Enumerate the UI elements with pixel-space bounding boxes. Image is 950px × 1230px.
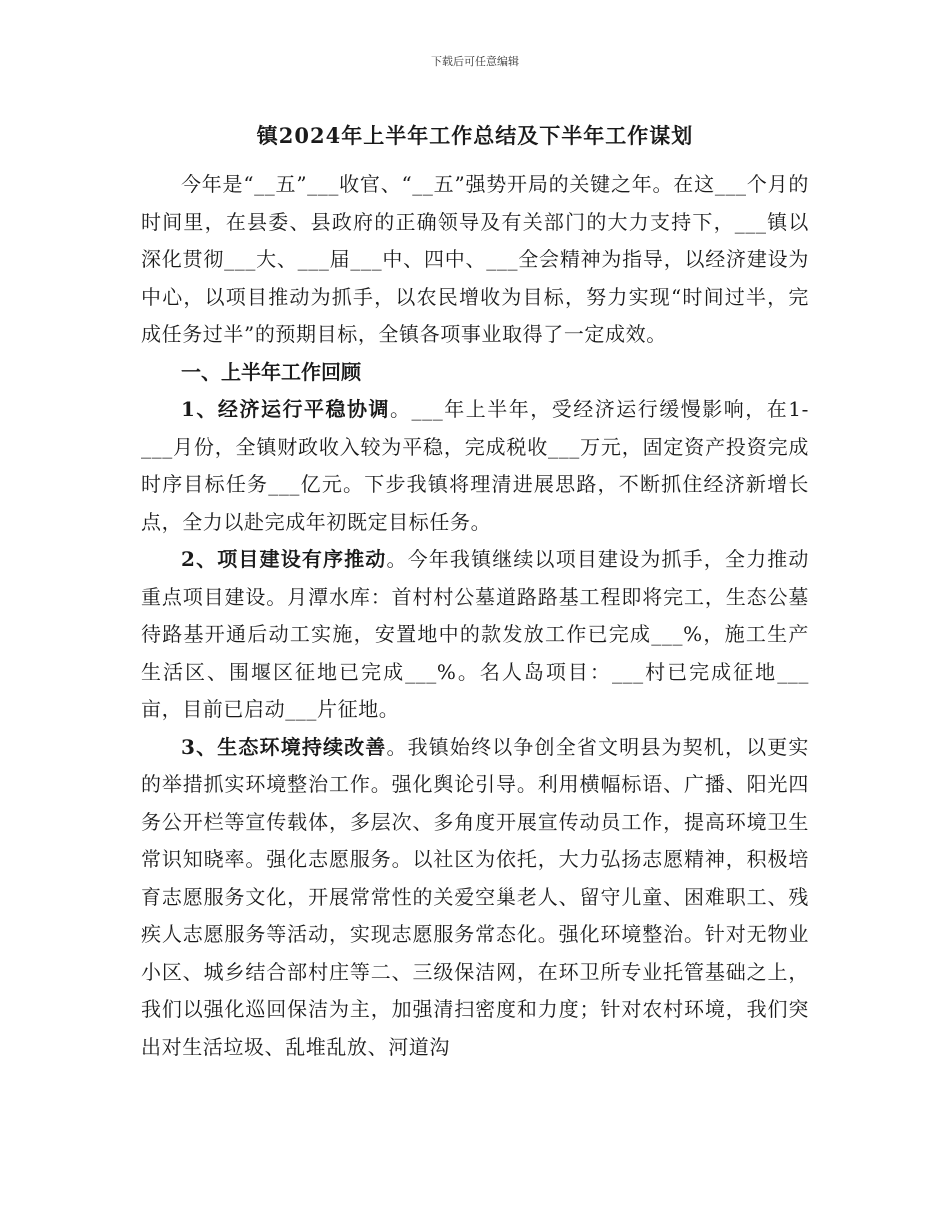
item-projects-lead: 2、项目建设有序推动: [181, 547, 387, 571]
item-environment: [141, 729, 809, 1067]
section-heading-review: 一、上半年工作回顾: [181, 359, 361, 384]
item-economy: [141, 391, 809, 541]
item-projects-body: 。今年我镇继续以项目建设为抓手，全力推动重点项目建设。月潭水库：首村村公墓道路路基工程即将完工，生态公墓待路基开通后动工实施，安置地中的款发放工作已完成___%，施工生产生活区、围堰区征地已完成___%。名人岛项目：___村已完成征地___亩，目前已启动___片征地。: [141, 547, 810, 721]
header-note: 下载后可任意编辑: [431, 55, 519, 68]
intro-paragraph: 今年是“__五”___收官、“__五”强势开局的关键之年。在这___个月的时间里，在县委、县政府的正确领导及有关部门的大力支持下，___镇以深化贯彻___大、___届___中、四中、___全会精神为指导，以经济建设为中心，以项目推动为抓手，以农民增收为目标，努力实现“时间过半，完成任务过半”的预期目标，全镇各项事业取得了一定成效。: [141, 172, 809, 346]
item-economy-body: 。___年上半年，受经济运行缓慢影响，在1-___月份，全镇财政收入较为平稳，完成税收___万元，固定资产投资完成时序目标任务___亿元。下步我镇将理清进展思路，不断抓住经济新增长点，全力以赴完成年初既定目标任务。: [141, 397, 809, 534]
item-projects: [141, 541, 809, 729]
item-environment-body: 。我镇始终以争创全省文明县为契机，以更实的举措抓实环境整治工作。强化舆论引导。利用横幅标语、广播、阳光四务公开栏等宣传载体，多层次、多角度开展宣传动员工作，提高环境卫生常识知晓率。强化志愿服务。以社区为依托，大力弘扬志愿精神，积极培育志愿服务文化，开展常常性的关爱空巢老人、留守儿童、困难职工、残疾人志愿服务等活动，实现志愿服务常态化。强化环境整治。针对无物业小区、城乡结合部村庄等二、三级保洁网，在环卫所专业托管基础之上，我们以强化巡回保洁为主，加强清扫密度和力度；针对农村环境，我们突出对生活垃圾、乱堆乱放、河道沟: [141, 734, 810, 1059]
document-title: 镇2024年上半年工作总结及下半年工作谋划: [256, 123, 694, 148]
item-economy-lead: 1、经济运行平稳协调: [181, 397, 390, 421]
item-environment-lead: 3、生态环境持续改善: [181, 734, 387, 759]
document-page: [141, 120, 809, 1066]
